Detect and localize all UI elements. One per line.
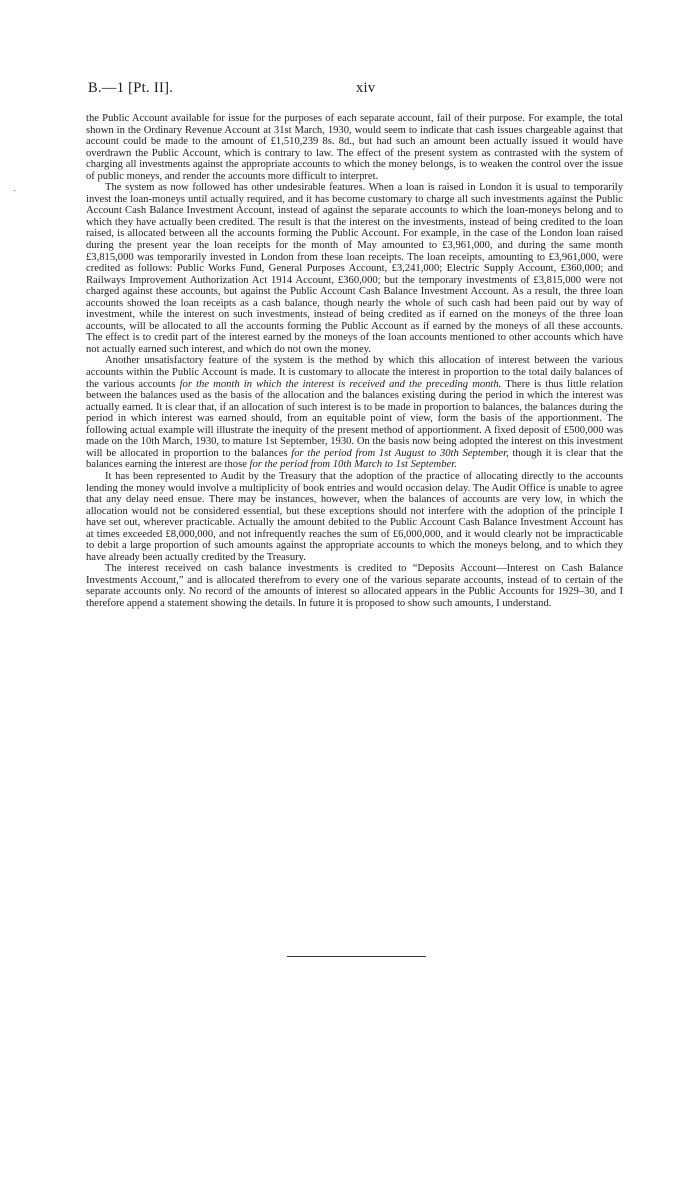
closing-rule (287, 956, 426, 957)
paragraph (86, 355, 623, 470)
paragraph-text: The system as now followed has other undesirable features. When a loan is raised in London it is usual to temporarily invest the loan-moneys until actually required, and it has become customary to charge all such investments against the Public Account Cash Balance Investment Account, instead of against the separate accounts to which the loan-moneys belong and to which they have actually been credited. The result is that the interest on the investments, instead of being credited to the loan raised, is allocated between all the accounts forming the Public Account. For example, in the case of the London loan raised during the present year the loan receipts for the month of May amounted to £3,961,000, and during the same month £3,815,000 was temporarily invested in London from these loan receipts. The loan receipts, amounting to £3,961,000, were credited as follows: Public Works Fund, General Purposes Account, £3,241,000; Electric Supply Account, £360,000; and Railways Improvement Authorization Act 1914 Account, £360,000; but the temporary investments of £3,815,000 were not charged against these accounts, but against the Public Account Cash Balance Investment Account. As a result, the three loan accounts showed the loan receipts as a cash balance, though nearly the whole of such cash had been paid out by way of investment, while the interest on such investments, instead of being credited as if earned on the moneys of the three loan accounts, will be allocated to all the accounts forming the Public Account as if earned by the moneys of all these accounts. The effect is to credit part of the interest earned by the moneys of the loan accounts mentioned to other accounts which have not actually earned such interest, and which do not own the money. (86, 182, 623, 355)
paragraph (86, 182, 623, 355)
italic-text: for the period from 10th March to 1st September. (249, 459, 457, 471)
paragraph-text: The interest received on cash balance investments is credited to “Deposits Account—Interest on Cash Balance Investments Account,” and is allocated therefrom to every one of the various separate accounts, instead of to certain of the separate accounts only. No record of the amounts of interest so allocated appears in the Public Accounts for 1929–30, and I therefore append a statement showing the details. In future it is proposed to show such amounts, I understand. (86, 563, 623, 609)
page-header (88, 80, 621, 100)
paragraph-text: Another unsatisfactory feature of the system is the method by which this allocation of interest between the various accounts within the Public Account is made. It is customary to allocate the interest in proportion to the total daily balances of the various accounts (86, 355, 623, 390)
margin-mark: ˏ (13, 181, 17, 192)
paragraph-text: There is thus little relation between the balances used as the basis of the allocation and the balances existing during the period in which the interest was actually earned. It is clear that, if an allocation of such interest is to be made in proportion to balances, the balances during the period in which interest was earned should, from an equitable point of view, form the basis of the apportionment. The following actual example will illustrate the inequity of the present method of apportionment. A fixed deposit of £500,000 was made on the 10th March, 1930, to mature 1st September, 1930. On the basis now being adopted the interest on this investment will be allocated in proportion to the balances (86, 378, 623, 459)
paragraph (86, 471, 623, 563)
paragraph-text: the Public Account available for issue for the purposes of each separate account, fail of their purpose. For example, the total shown in the Ordinary Revenue Account at 31st March, 1930, would seem to indicate that cash issues chargeable against that account could be made to the amount of £1,510,239 8s. 8d., but had such an amount been actually issued it would have overdrawn the Public Account, which is contrary to law. The effect of the present system as contrasted with the system of charging all investments against the appropriate accounts to which the money belongs, is to weaken the control over the issue of public moneys, and render the accounts more difficult to interpret. (86, 113, 623, 182)
paragraph (86, 563, 623, 609)
page-number: xiv (356, 80, 376, 96)
paragraph-text: though it is clear that the balances earning the interest are those (86, 447, 623, 471)
document-reference: B.—1 [Pt. II]. (88, 80, 174, 96)
italic-text: for the period from 1st August to 30th September, (291, 447, 509, 459)
body-text (86, 113, 623, 610)
italic-text: for the month in which the interest is received and the preceding month. (179, 378, 502, 390)
paragraph (86, 113, 623, 182)
paragraph-text: It has been represented to Audit by the Treasury that the adoption of the practice of allocating directly to the accounts lending the money would involve a multiplicity of book entries and would occasion delay. The Audit Office is unable to agree that any delay need ensue. There may be instances, however, when the balances of accounts are very low, in which the allocation would not be considered essential, but these exceptions should not interfere with the adoption of the principle I have set out, wherever practicable. Actually the amount debited to the Public Account Cash Balance Investment Account has at times exceeded £8,000,000, and not infrequently reaches the sum of £6,000,000, and it would clearly not be impracticable to debit a large proportion of such amounts against the appropriate accounts to which the moneys belong, and to which they have already been actually credited by the Treasury. (86, 470, 623, 563)
